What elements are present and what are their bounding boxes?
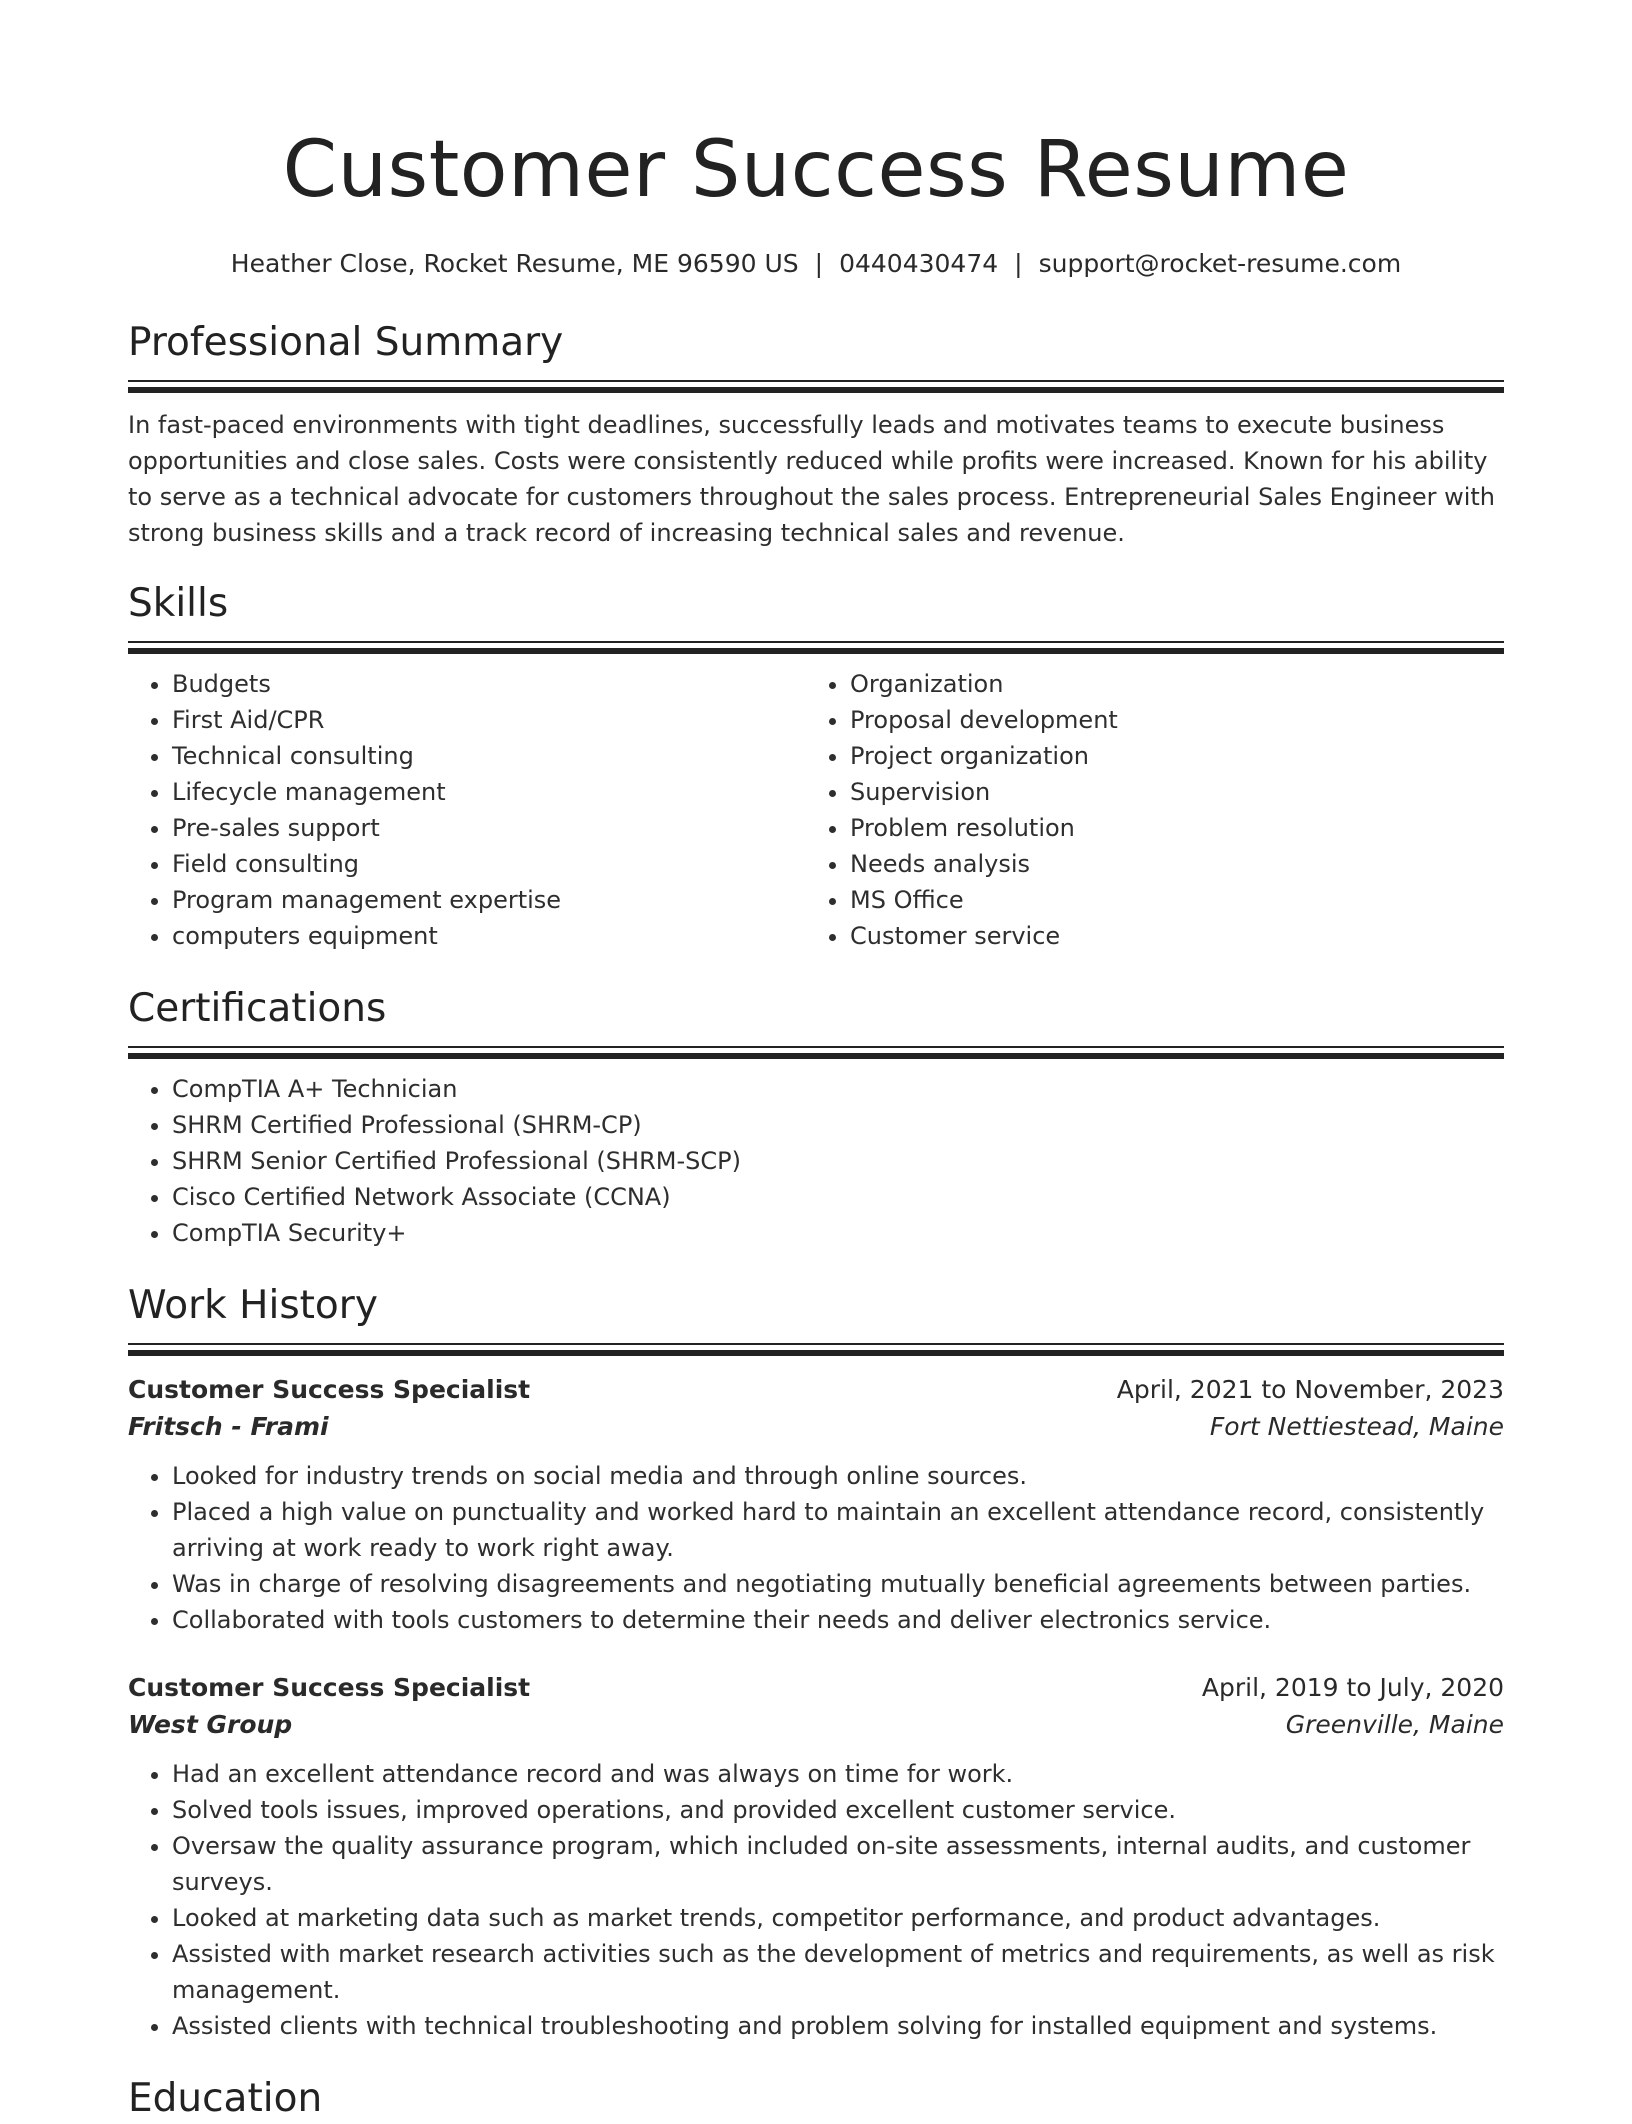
job-bullet-list [128,1756,1504,2044]
section-heading-work: Work History [128,1283,378,1328]
job-bullet: • Collaborated with tools customers to determine their needs and deliver electronics service. [172,1602,1504,1638]
job-bullet: • Oversaw the quality assurance program, which included on-site assessments, internal audits, and customer surveys. [172,1828,1504,1900]
skills-grid [128,666,1504,954]
skill-item: • Technical consulting [172,738,806,774]
job-subheader [128,1706,1504,1744]
job-bullet: • Had an excellent attendance record and was always on time for work. [172,1756,1504,1792]
contact-separator: | [1014,249,1023,278]
contact-phone: 0440430474 [839,249,999,278]
certifications-section [128,984,1504,1251]
heading-rule-thin [128,1046,1504,1048]
job-dates: April, 2021 to November, 2023 [1116,1375,1504,1404]
job-title: Customer Success Specialist [128,1673,531,1702]
heading-rule-thin [128,380,1504,382]
skill-item: • Pre-sales support [172,810,806,846]
skill-item: • Project organization [850,738,1484,774]
job-bullet: • Solved tools issues, improved operations, and provided excellent customer service. [172,1792,1504,1828]
skill-item: • First Aid/CPR [172,702,806,738]
skill-item: • Program management expertise [172,882,806,918]
job-entry [128,1670,1504,2044]
skill-item: • computers equipment [172,918,806,954]
heading-rule-thick [128,1350,1504,1356]
certification-item: • SHRM Senior Certified Professional (SHRM-SCP) [172,1143,1504,1179]
heading-rule-thick [128,387,1504,393]
education-section [128,2074,1504,2124]
section-heading-skills: Skills [128,581,229,626]
contact-separator: | [814,249,824,278]
summary-section [128,318,1504,551]
job-bullet-list [128,1458,1504,1638]
job-bullet: • Assisted clients with technical troubleshooting and problem solving for installed equipment and systems. [172,2008,1504,2044]
section-heading-certifications: Certifications [128,986,387,1031]
section-heading-education: Education [128,2076,323,2121]
section-heading-summary: Professional Summary [128,320,564,365]
skill-item: • Lifecycle management [172,774,806,810]
skills-list-right [806,666,1484,954]
skill-item: • Needs analysis [850,846,1484,882]
skill-item: • Budgets [172,666,806,702]
skill-item: • Field consulting [172,846,806,882]
contact-line [128,246,1504,282]
work-section [128,1281,1504,2044]
skill-item: • Organization [850,666,1484,702]
job-title: Customer Success Specialist [128,1375,531,1404]
certification-item: • Cisco Certified Network Associate (CCNA) [172,1179,1504,1215]
skill-item: • Customer service [850,918,1484,954]
job-bullet: • Looked for industry trends on social media and through online sources. [172,1458,1504,1494]
job-dates: April, 2019 to July, 2020 [1201,1673,1504,1702]
certification-item: • CompTIA Security+ [172,1215,1504,1251]
certifications-list [128,1071,1504,1251]
job-header [128,1372,1504,1408]
job-bullet: • Assisted with market research activities such as the development of metrics and requirements, as well as risk management. [172,1936,1504,2008]
contact-address: Heather Close, Rocket Resume, ME 96590 US [230,249,799,278]
job-header [128,1670,1504,1706]
job-company: West Group [128,1710,293,1739]
summary-text: In fast-paced environments with tight deadlines, successfully leads and motivates teams to execute business opportunities and close sales. Costs were consistently reduced while profits were increased. Known for his ability to serve as a technical advocate for customers throughout the sales process. Entrepreneurial Sales Engineer with strong business skills and a track record of increasing technical sales and revenue. [128,411,1496,547]
job-location: Fort Nettiestead, Maine [1209,1412,1504,1441]
certification-item: • SHRM Certified Professional (SHRM-CP) [172,1107,1504,1143]
resume-title: Customer Success Resume [282,125,1350,215]
job-bullet: • Was in charge of resolving disagreements and negotiating mutually beneficial agreements between parties. [172,1566,1504,1602]
heading-rule-thin [128,1343,1504,1345]
resume-page [128,0,1504,2124]
skill-item: • Proposal development [850,702,1484,738]
heading-rule-thin [128,641,1504,643]
heading-rule-thick [128,1053,1504,1059]
job-bullet: • Looked at marketing data such as market trends, competitor performance, and product advantages. [172,1900,1504,1936]
skill-item: • Problem resolution [850,810,1484,846]
job-subheader [128,1408,1504,1446]
job-bullet: • Placed a high value on punctuality and worked hard to maintain an excellent attendance record, consistently arriving at work ready to work right away. [172,1494,1504,1566]
skill-item: • Supervision [850,774,1484,810]
job-location: Greenville, Maine [1285,1710,1504,1739]
job-company: Fritsch - Frami [128,1412,329,1441]
certification-item: • CompTIA A+ Technician [172,1071,1504,1107]
contact-email: support@rocket-resume.com [1038,249,1402,278]
skills-section [128,579,1504,954]
skills-list-left [128,666,806,954]
heading-rule-thick [128,648,1504,654]
skill-item: • MS Office [850,882,1484,918]
job-entry [128,1372,1504,1638]
